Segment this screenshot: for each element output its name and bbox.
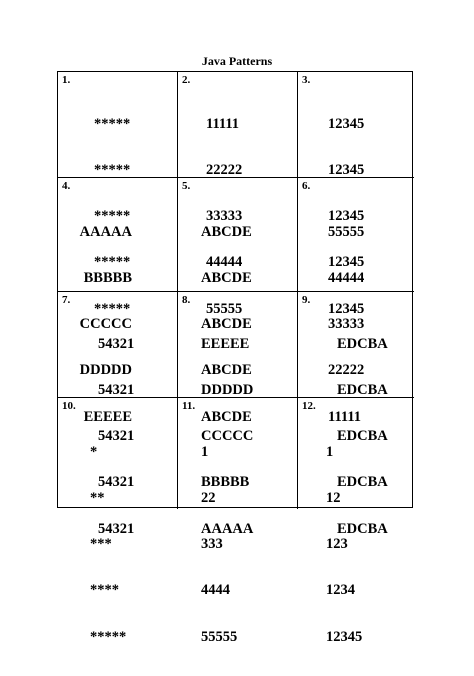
pattern-line: 44444 xyxy=(328,270,365,287)
pattern-line: CCCCC xyxy=(201,428,254,445)
pattern-number: 6. xyxy=(302,180,311,192)
pattern-line: ** xyxy=(90,490,105,507)
pattern-line: EDCBA xyxy=(337,520,388,537)
pattern-line: **** xyxy=(90,582,119,599)
pattern-line: AAAAA xyxy=(79,223,132,240)
pattern-line: *** xyxy=(90,536,112,553)
pattern-line: ***** xyxy=(94,254,131,271)
pattern-line: 55555 xyxy=(328,223,365,240)
pattern-line: 1234 xyxy=(326,582,355,599)
pattern-line: ABCDE xyxy=(201,270,252,287)
patterns-table xyxy=(57,71,413,645)
pattern-line: EDCBA xyxy=(337,474,388,491)
pattern-number: 4. xyxy=(62,180,71,192)
pattern-number: 9. xyxy=(302,294,311,306)
pattern-number: 5. xyxy=(182,180,191,192)
pattern-line: 33333 xyxy=(206,208,243,225)
pattern-line: 22 xyxy=(201,490,216,507)
pattern-line: 55555 xyxy=(201,628,238,645)
pattern-line: ABCDE xyxy=(201,362,252,379)
pattern-line: 12345 xyxy=(326,628,363,645)
pattern-line: 22222 xyxy=(328,362,365,379)
pattern-line: EDCBA xyxy=(337,428,388,445)
pattern-line: 22222 xyxy=(206,162,243,179)
pattern-number: 2. xyxy=(182,74,191,86)
document-title: Java Patterns xyxy=(201,54,273,68)
pattern-line: ***** xyxy=(94,300,131,317)
pattern-line: ABCDE xyxy=(201,408,252,425)
pattern-line: ***** xyxy=(94,115,131,132)
pattern-line: EDCBA xyxy=(337,335,388,352)
pattern-line: 12 xyxy=(326,490,341,507)
pattern-number: 3. xyxy=(302,74,311,86)
pattern-line: BBBBB xyxy=(83,270,132,287)
pattern-line: EDCBA xyxy=(337,382,388,399)
pattern-lines xyxy=(201,414,237,676)
pattern-number: 11. xyxy=(182,400,196,412)
pattern-line: 44444 xyxy=(206,254,243,271)
pattern-line: 12345 xyxy=(328,162,365,179)
pattern-line: DDDDD xyxy=(79,362,132,379)
pattern-line: 54321 xyxy=(98,428,135,445)
pattern-line: 123 xyxy=(326,536,348,553)
pattern-line: 54321 xyxy=(98,382,135,399)
pattern-line: ***** xyxy=(94,162,131,179)
pattern-line: EEEEE xyxy=(83,408,132,425)
pattern-line: 11111 xyxy=(206,115,240,132)
pattern-line: 54321 xyxy=(98,335,135,352)
pattern-line: CCCCC xyxy=(79,316,132,333)
pattern-line: 12345 xyxy=(328,254,365,271)
pattern-line: 333 xyxy=(201,536,223,553)
pattern-line: EEEEE xyxy=(201,335,250,352)
pattern-line: 1 xyxy=(201,443,209,460)
pattern-line: 1 xyxy=(326,443,334,460)
pattern-line: 12345 xyxy=(328,115,365,132)
pattern-number: 10. xyxy=(62,400,76,412)
pattern-line: * xyxy=(90,443,98,460)
pattern-line: ABCDE xyxy=(201,223,252,240)
pattern-line: 12345 xyxy=(328,208,365,225)
pattern-number: 1. xyxy=(62,74,71,86)
pattern-number: 7. xyxy=(62,294,71,306)
pattern-line: 54321 xyxy=(98,520,135,537)
pattern-line: AAAAA xyxy=(201,520,254,537)
pattern-line: 12345 xyxy=(328,300,365,317)
pattern-line: 4444 xyxy=(201,582,230,599)
pattern-number: 12. xyxy=(302,400,316,412)
pattern-line: 33333 xyxy=(328,316,365,333)
pattern-line: 54321 xyxy=(98,474,135,491)
pattern-line: 55555 xyxy=(206,300,243,317)
pattern-lines xyxy=(326,414,362,676)
pattern-line: ABCDE xyxy=(201,316,252,333)
pattern-line: DDDDD xyxy=(201,382,254,399)
pattern-line: 11111 xyxy=(328,408,362,425)
pattern-lines xyxy=(90,414,126,676)
pattern-number: 8. xyxy=(182,294,191,306)
pattern-line: ***** xyxy=(94,208,131,225)
pattern-line: ***** xyxy=(90,628,127,645)
pattern-line: BBBBB xyxy=(201,474,250,491)
